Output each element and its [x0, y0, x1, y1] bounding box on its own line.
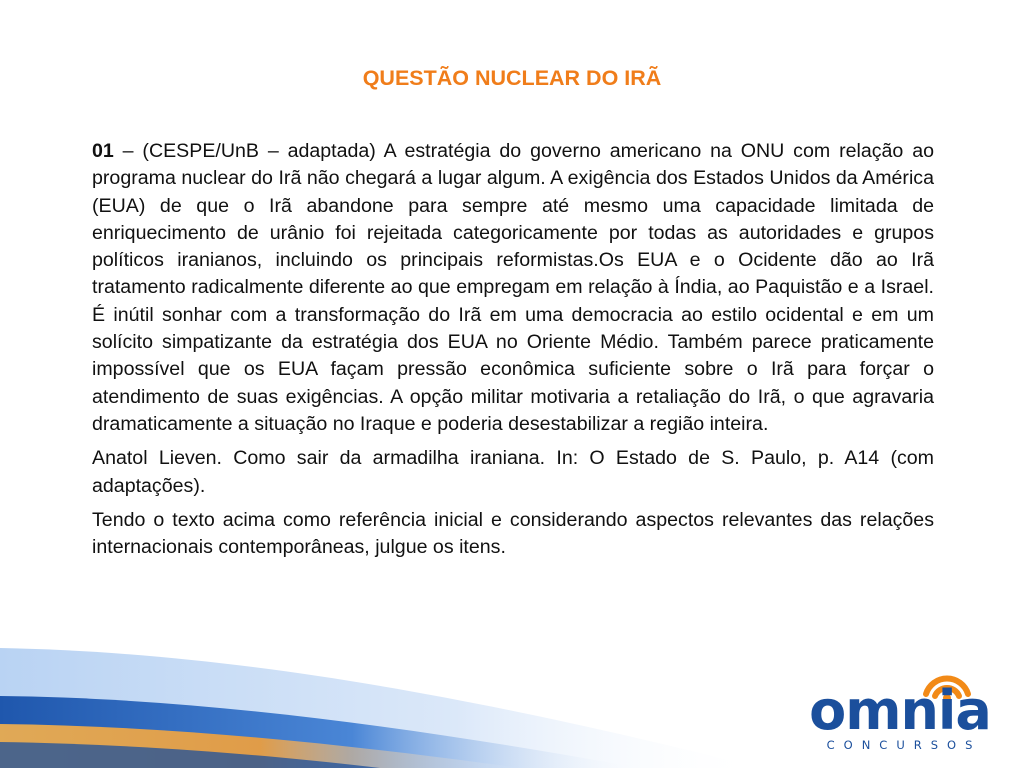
logo-wordmark: omnia	[809, 679, 991, 742]
source-citation: Anatol Lieven. Como sair da armadilha iraniana. In: O Estado de S. Paulo, p. A14 (com adaptações).	[92, 447, 934, 497]
omnia-logo	[798, 658, 1008, 758]
question-text: – (CESPE/UnB – adaptada) A estratégia do governo americano na ONU com relação ao programa nuclear do Irã não chegará a lugar algum. A exigência dos Estados Unidos da América (EUA) de que o Irã abandone para sempre até mesmo uma capacidade limitada de enriquecimento de urânio foi rejeitada categoricamente por todas as autoridades e grupos políticos iranianos, incluindo os principais reformistas.Os EUA e o Ocidente dão ao Irã tratamento radicalmente diferente ao que empregam em relação à Índia, ao Paquistão e a Israel. É inútil sonhar com a transformação do Irã em uma democracia ao estilo ocidental e em um solícito simpatizante da estratégia dos EUA no Oriente Médio. Também parece praticamente impossível que os EUA façam pressão econômica suficiente sobre o Irã para forçar o atendimento de suas exigências. A opção militar motivaria a retaliação do Irã, o que agravaria dramaticamente a situação no Iraque e poderia desestabilizar a região inteira.	[92, 140, 934, 435]
slide-title: QUESTÃO NUCLEAR DO IRÃ	[362, 66, 662, 90]
instruction-text: Tendo o texto acima como referência inicial e considerando aspectos relevantes das relações internacionais contemporâneas, julgue os itens.	[92, 508, 934, 559]
logo-tagline: CONCURSOS	[826, 738, 982, 752]
slide-body	[92, 138, 934, 568]
question-paragraph	[92, 138, 934, 438]
question-number: 01	[92, 140, 114, 162]
